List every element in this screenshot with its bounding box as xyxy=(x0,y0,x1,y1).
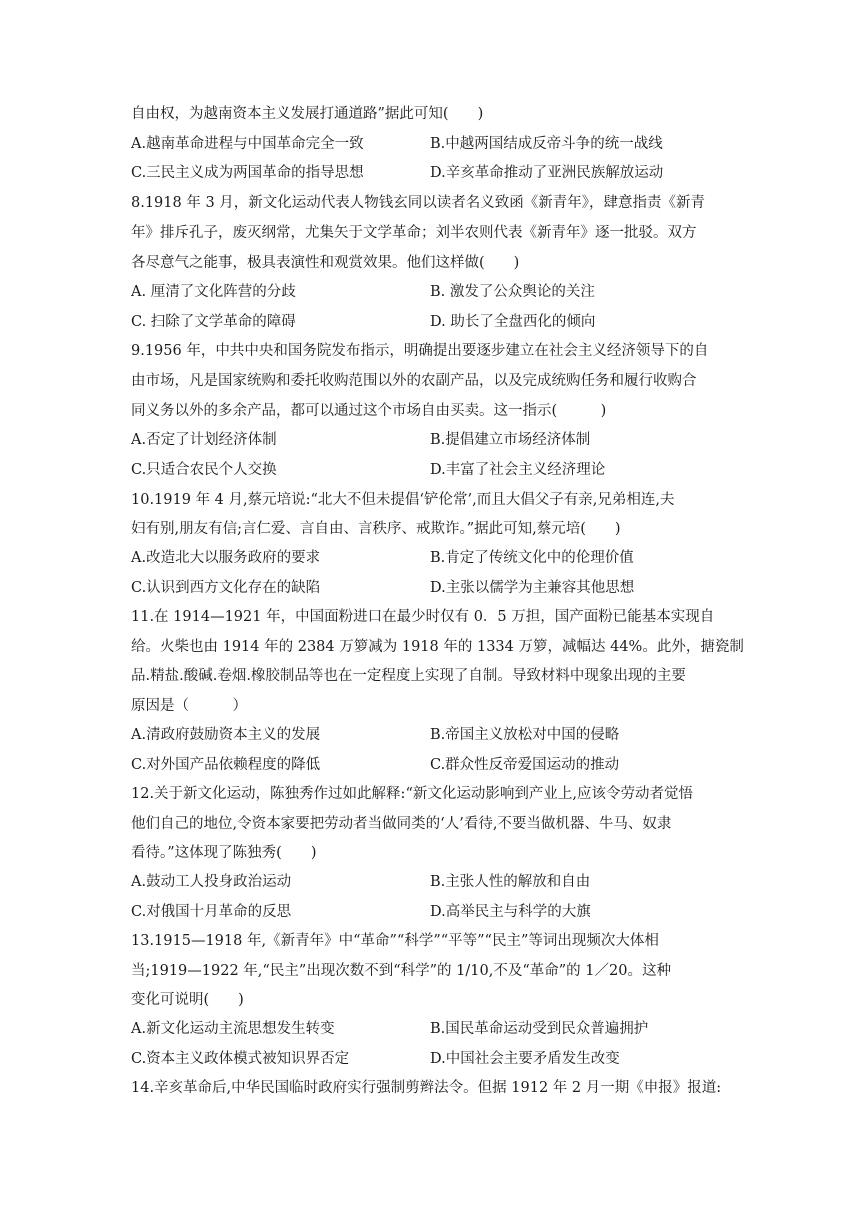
q13-option-c: C.资本主义政体模式被知识界否定 xyxy=(131,1051,350,1067)
q9-stem-line: 9.1956 年，中共中央和国务院发布指示，明确提出要逐步建立在社会主义经济领导下的自 xyxy=(131,343,709,359)
q12-option-d: D.高举民主与科学的大旗 xyxy=(430,904,591,920)
q10-option-d: D.主张以儒学为主兼容其他思想 xyxy=(430,580,635,596)
q8-option-d: D. 助长了全盘西化的倾向 xyxy=(430,314,596,330)
q12-option-b: B.主张人性的解放和自由 xyxy=(430,874,591,890)
q11-stem-line: 给。火柴也由 1914 年的 2384 万箩减为 1918 年的 1334 万箩，减幅达 44%。此外，搪瓷制 xyxy=(131,639,744,655)
q11-option-b: B.帝国主义放松对中国的侵略 xyxy=(430,727,620,743)
q12-stem-line: 他们自己的地位,令资本家要把劳动者当做同类的‘人’看待,不要当做机器、牛马、奴隶 xyxy=(131,816,672,832)
q7-option-d: D.辛亥革命推动了亚洲民族解放运动 xyxy=(430,165,664,181)
q11-option-d: C.群众性反帝爱国运动的推动 xyxy=(430,757,620,773)
q7-option-c: C.三民主义成为两国革命的指导思想 xyxy=(131,165,364,181)
q12-stem-line: 看待。”这体现了陈独秀( ) xyxy=(131,845,317,861)
q8-stem-line: 年》排斥孔子，废灭纲常，尤集矢于文学革命；刘半农则代表《新青年》逐一批驳。双方 xyxy=(131,225,697,241)
q8-option-b: B. 激发了公众舆论的关注 xyxy=(430,284,595,300)
q8-stem-line: 各尽意气之能事，极具表演性和观赏效果。他们这样做( ) xyxy=(131,255,520,271)
q9-option-d: D.丰富了社会主义经济理论 xyxy=(430,462,606,478)
q13-stem-line: 变化可说明( ) xyxy=(131,992,244,1008)
q11-option-a: A.清政府鼓励资本主义的发展 xyxy=(131,727,321,743)
q9-option-c: C.只适合农民个人交换 xyxy=(131,462,277,478)
q10-option-b: B.肯定了传统文化中的伦理价值 xyxy=(430,550,634,566)
q13-option-d: D.中国社会主要矛盾发生改变 xyxy=(430,1051,620,1067)
q13-stem-line: 13.1915—1918 年,《新青年》中“革命”“科学”“平等”“民主”等词出现频次大体相 xyxy=(131,933,659,949)
q9-stem-line: 同义务以外的多余产品，都可以通过这个市场自由买卖。这一指示( ) xyxy=(131,403,607,419)
q10-option-c: C.认识到西方文化存在的缺陷 xyxy=(131,580,321,596)
q8-option-a: A. 厘清了文化阵营的分歧 xyxy=(131,284,296,300)
q11-stem-line: 原因是（ ） xyxy=(131,698,247,714)
q7-option-b: B.中越两国结成反帝斗争的统一战线 xyxy=(430,136,663,152)
q10-option-a: A.改造北大以服务政府的要求 xyxy=(131,550,321,566)
q13-option-b: B.国民革命运动受到民众普遍拥护 xyxy=(430,1021,649,1037)
q9-option-b: B.提倡建立市场经济体制 xyxy=(430,432,591,448)
q13-option-a: A.新文化运动主流思想发生转变 xyxy=(131,1021,335,1037)
q7-stem-tail: 自由权，为越南资本主义发展打通道路”据此可知( ) xyxy=(131,106,484,122)
q12-stem-line: 12.关于新文化运动，陈独秀作过如此解释:“新文化运动影响到产业上,应该令劳动者觉悟 xyxy=(131,786,693,802)
q8-option-c: C. 扫除了文学革命的障碍 xyxy=(131,314,296,330)
q14-stem-line: 14.辛亥革命后,中华民国临时政府实行强制剪辫法令。但据 1912 年 2 月一期《申报》报道: xyxy=(131,1080,722,1096)
q9-option-a: A.否定了计划经济体制 xyxy=(131,432,277,448)
q12-option-c: C.对俄国十月革命的反思 xyxy=(131,904,292,920)
q10-stem-line: 10.1919 年 4 月,蔡元培说:“北大不但未提倡‘铲伦常’,而且大倡父子有亲,兄弟相连,夫 xyxy=(131,492,675,508)
q11-stem-line: 品.精盐.酸碱.卷烟.橡胶制品等也在一定程度上实现了自制。导致材料中现象出现的主要 xyxy=(131,668,686,684)
q9-stem-line: 由市场，凡是国家统购和委托收购范围以外的农副产品，以及完成统购任务和履行收购合 xyxy=(131,373,697,389)
q11-option-c: C.对外国产品依赖程度的降低 xyxy=(131,757,321,773)
q12-option-a: A.鼓动工人投身政治运动 xyxy=(131,874,292,890)
q7-option-a: A.越南革命进程与中国革命完全一致 xyxy=(131,136,364,152)
q11-stem-line: 11.在 1914—1921 年，中国面粉进口在最少时仅有 0．5 万担，国产面粉已能基本实现自 xyxy=(131,609,715,625)
q8-stem-line: 8.1918 年 3 月，新文化运动代表人物钱玄同以读者名义致函《新青年》，肆意指责《新青 xyxy=(131,195,706,211)
q10-stem-line: 妇有别,朋友有信;言仁爱、言自由、言秩序、戒欺诈。”据此可知,蔡元培( ) xyxy=(131,521,621,537)
q13-stem-line: 当;1919—1922 年,“民主”出现次数不到“科学”的 1/10,不及“革命”的 1／20。这种 xyxy=(131,963,671,979)
